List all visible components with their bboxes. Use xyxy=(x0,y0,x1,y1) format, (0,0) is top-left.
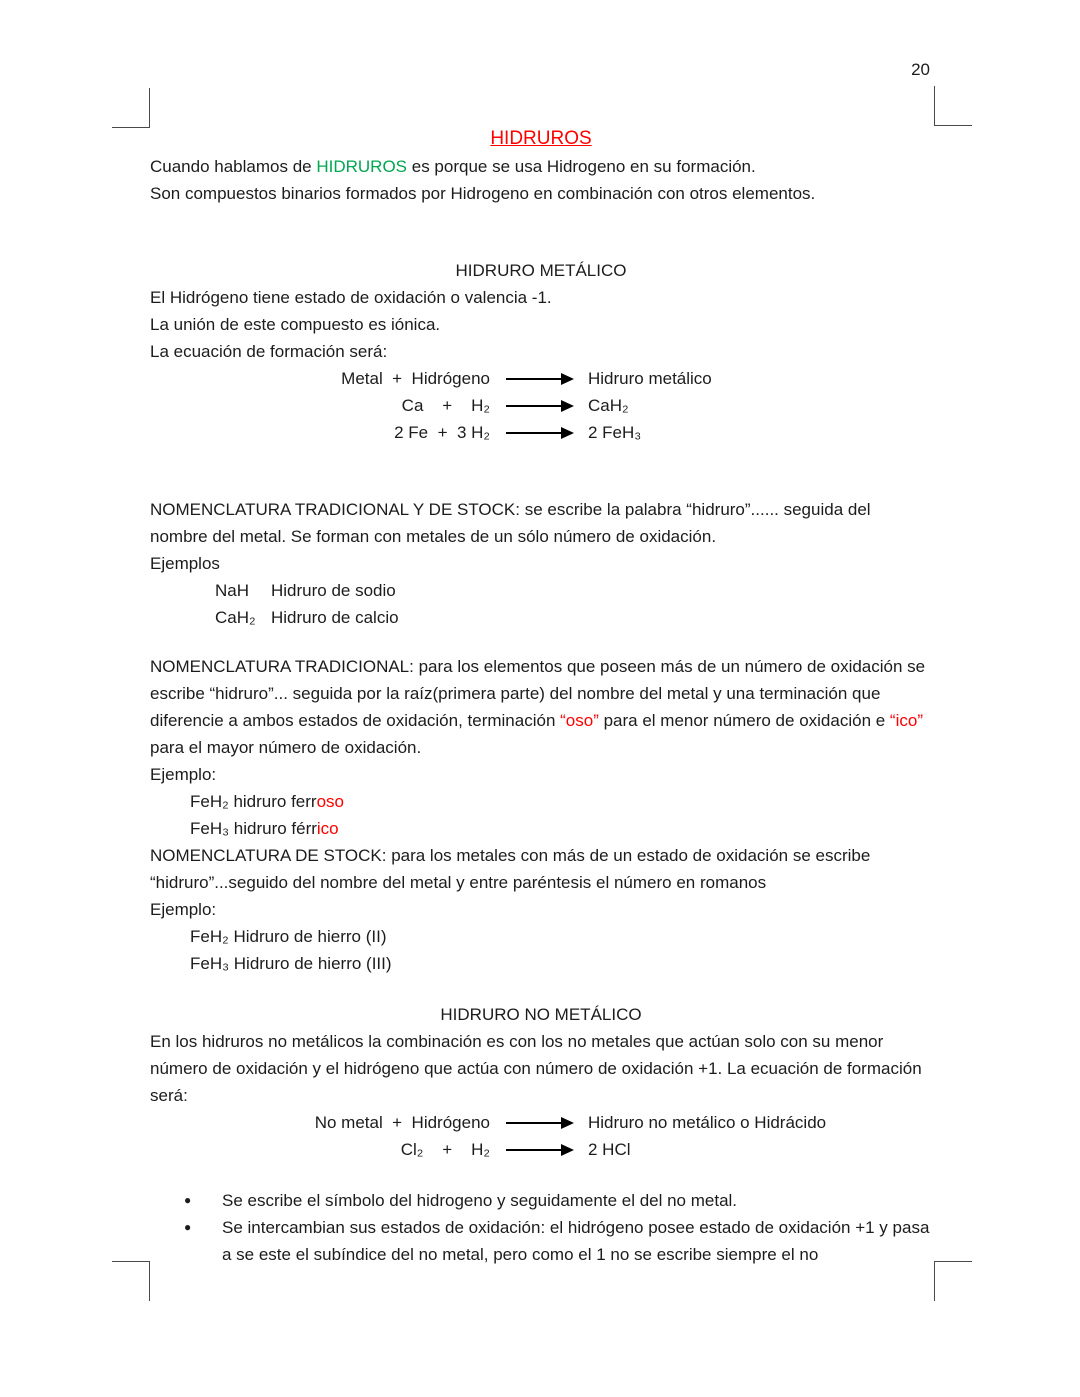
bullet-text: Se escribe el símbolo del hidrogeno y seguidamente el del no metal. xyxy=(222,1191,738,1210)
equation-row xyxy=(150,419,932,446)
equation-right: Hidruro no metálico o Hidrácido xyxy=(588,1113,827,1132)
equation-right: 2 HCl xyxy=(588,1140,631,1159)
non-metallic-paragraph: En los hidruros no metálicos la combinación es con los no metales que actúan solo con su menor número de oxidación y el hidrógeno que actúa con número de oxidación +1. La ecuación de formación será: xyxy=(150,1032,922,1105)
document-content xyxy=(150,124,932,1268)
example-text: FeH₃ hidruro férr xyxy=(190,819,317,838)
right-arrow-icon xyxy=(506,1122,562,1124)
suffix-oso-red: oso xyxy=(316,792,345,811)
crop-mark-top-left-icon xyxy=(112,88,150,128)
equation-right: Hidruro metálico xyxy=(588,369,712,388)
equation-right: 2 FeH₃ xyxy=(588,423,642,442)
bullet-icon: ● xyxy=(184,1220,192,1234)
non-metallic-heading: HIDRURO NO METÁLICO xyxy=(440,1005,642,1024)
example-line: FeH₂ Hidruro de hierro (II) xyxy=(190,927,387,946)
equation-row xyxy=(150,365,932,392)
traditional-text-3: para el mayor número de oxidación. xyxy=(150,738,422,757)
bullet-item xyxy=(178,1214,932,1268)
traditional-paragraph xyxy=(150,653,932,761)
intro-line-2: Son compuestos binarios formados por Hidrogeno en combinación con otros elementos. xyxy=(150,184,816,203)
example-row xyxy=(150,577,932,604)
crop-mark-bottom-right-icon xyxy=(934,1261,972,1301)
example-text: FeH₂ hidruro ferr xyxy=(190,792,317,811)
bullet-icon: ● xyxy=(184,1193,192,1207)
equation-right: CaH₂ xyxy=(588,396,629,415)
trad-stock-paragraph: NOMENCLATURA TRADICIONAL Y DE STOCK: se escribe la palabra “hidruro”...... seguida del nombre del metal. Se forman con metales de un sólo número de oxidación. xyxy=(150,500,871,546)
intro-text-post: es porque se usa Hidrogeno en su formación. xyxy=(407,157,756,176)
crop-mark-bottom-left-icon xyxy=(112,1261,150,1301)
right-arrow-icon xyxy=(506,432,562,434)
intro-line-1 xyxy=(150,153,932,180)
equation-left: Cl₂ + H₂ xyxy=(400,1140,490,1159)
metallic-line-3: La ecuación de formación será: xyxy=(150,342,388,361)
equation-row xyxy=(150,1109,932,1136)
chemical-formula: CaH₂ xyxy=(215,608,256,627)
example-label: Ejemplo: xyxy=(150,900,217,919)
traditional-text-2: para el menor número de oxidación e xyxy=(598,711,890,730)
bullet-item xyxy=(178,1187,932,1214)
chemical-formula: NaH xyxy=(215,581,250,600)
bullet-list xyxy=(150,1187,932,1268)
intro-text-pre: Cuando hablamos de xyxy=(150,157,317,176)
equation-row xyxy=(150,1136,932,1163)
metallic-line-1: El Hidrógeno tiene estado de oxidación o valencia -1. xyxy=(150,288,552,307)
stock-paragraph: NOMENCLATURA DE STOCK: para los metales con más de un estado de oxidación se escribe “hidruro”...seguido del nombre del metal y entre paréntesis el número en romanos xyxy=(150,846,871,892)
equation-left: Ca + H₂ xyxy=(401,396,490,415)
page-title: HIDRUROS xyxy=(490,128,592,149)
equation-row xyxy=(150,392,932,419)
equation-left: Metal + Hidrógeno xyxy=(341,369,490,388)
equation-left: 2 Fe + 3 H₂ xyxy=(394,423,490,442)
bullet-text: Se intercambian sus estados de oxidación: el hidrógeno posee estado de oxidación +1 y pasa a se este el subíndice del no metal, pero como el 1 no se escribe siempre el no xyxy=(222,1218,930,1264)
metallic-heading: HIDRURO METÁLICO xyxy=(455,261,627,280)
suffix-ico: “ico” xyxy=(889,711,923,730)
traditional-text-1: NOMENCLATURA TRADICIONAL: para los elementos que poseen más de un número de oxidación se escribe “hidruro”... seguida por la raíz(primera parte) del nombre del metal y una terminación que diferencie a ambos estados de oxidación, terminación xyxy=(150,657,926,730)
examples-label: Ejemplos xyxy=(150,554,220,573)
intro-highlight-green: HIDRUROS xyxy=(316,157,408,176)
right-arrow-icon xyxy=(506,405,562,407)
example-label: Ejemplo: xyxy=(150,765,217,784)
page-number: 20 xyxy=(911,60,930,79)
example-line xyxy=(150,788,932,815)
example-line: FeH₃ Hidruro de hierro (III) xyxy=(190,954,392,973)
suffix-oso: “oso” xyxy=(560,711,599,730)
compound-name: Hidruro de calcio xyxy=(271,608,399,627)
right-arrow-icon xyxy=(506,378,562,380)
crop-mark-top-right-icon xyxy=(934,86,972,126)
example-row xyxy=(150,604,932,631)
compound-name: Hidruro de sodio xyxy=(271,581,396,600)
metallic-line-2: La unión de este compuesto es iónica. xyxy=(150,315,441,334)
example-line xyxy=(150,815,932,842)
right-arrow-icon xyxy=(506,1149,562,1151)
suffix-ico-red: ico xyxy=(316,819,339,838)
equation-left: No metal + Hidrógeno xyxy=(314,1113,490,1132)
